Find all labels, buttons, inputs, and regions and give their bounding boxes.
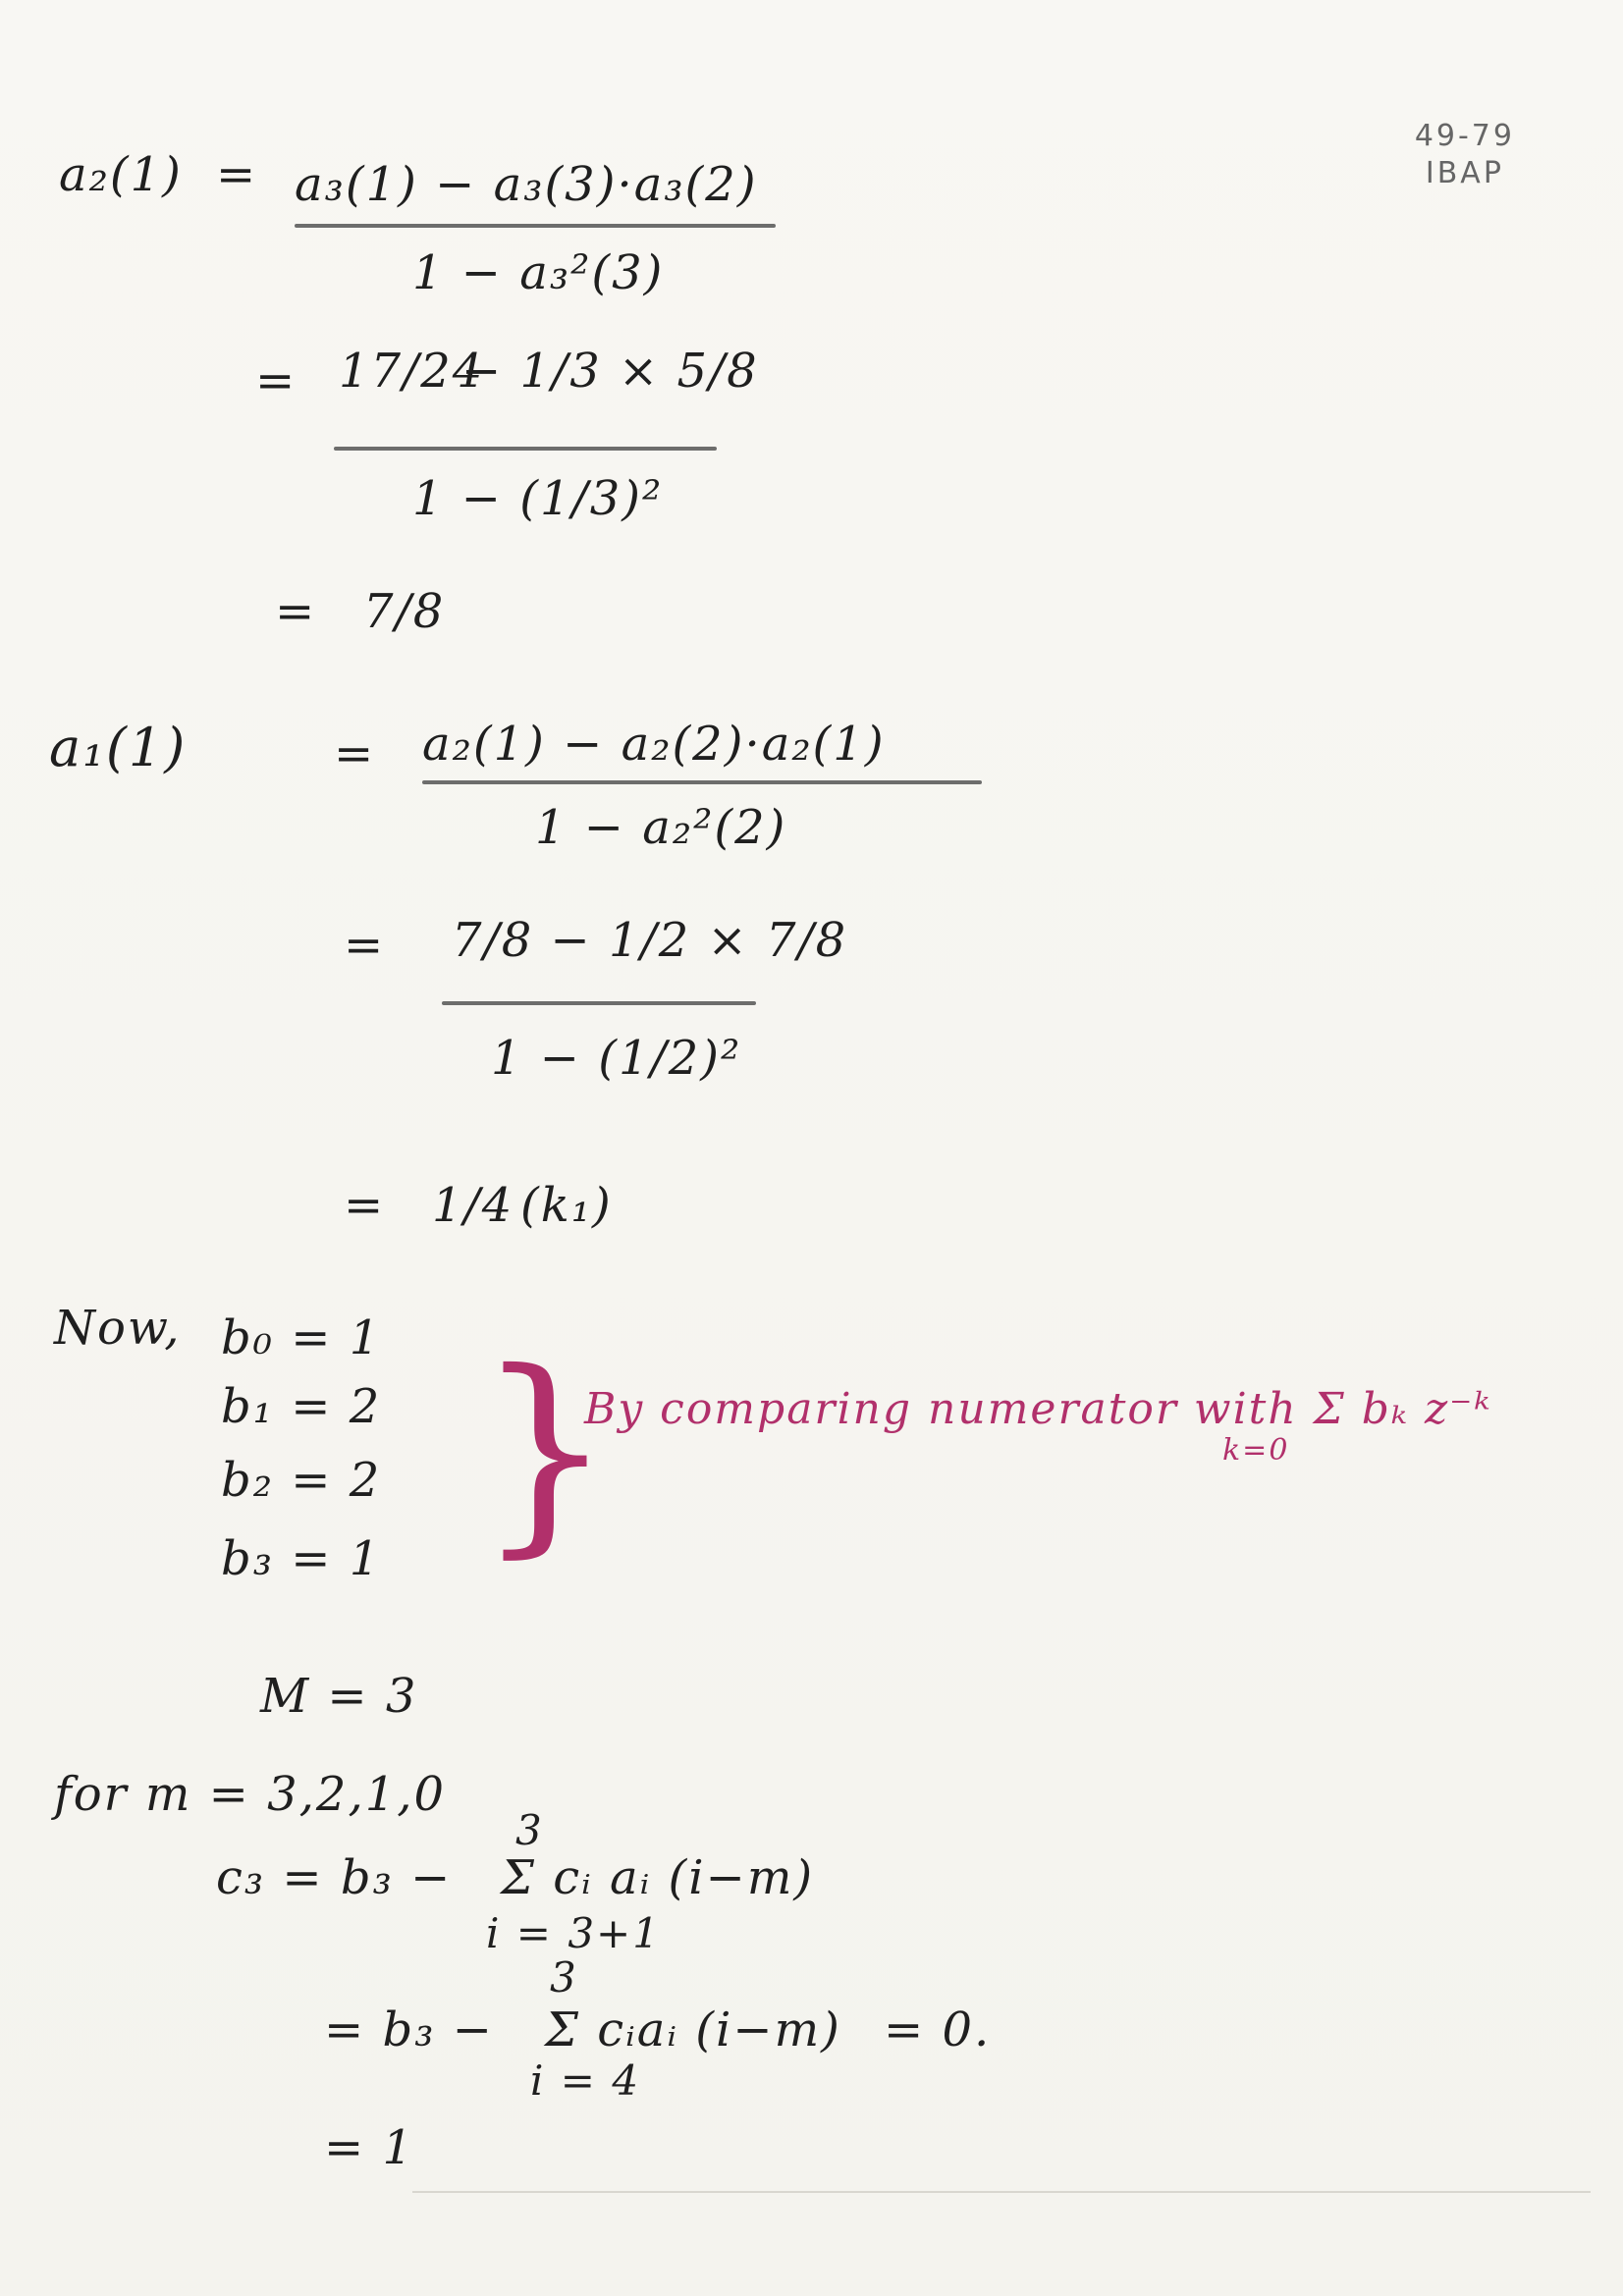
b2-value: b₂ = 2 [221,1453,382,1508]
b2-step3-eq: = [344,1178,386,1233]
b1-lhs: a₂(1) [59,147,183,202]
sum2-expression: Σ cᵢaᵢ (i−m) [545,2002,841,2057]
corner-stamp [1415,118,1515,192]
comparison-note-sub: k=0 [1222,1433,1290,1468]
b2-step3-note: (k₁) [520,1178,613,1233]
sum2-bottom: i = 4 [530,2056,641,2105]
sum2-result: = 0. [884,2002,992,2057]
b1-fraction-bar [295,224,776,228]
b3-value: b₃ = 1 [221,1531,382,1586]
for-loop-label: for m = 3,2,1,0 [54,1767,447,1822]
b1-step2-den: 1 − (1/3)² [412,471,664,526]
corner-stamp-line2: IBAP [1425,156,1504,190]
b2-fraction-bar [422,780,982,784]
b2-step3-value: 1/4 [432,1178,514,1233]
corner-stamp-line1: 49-79 [1414,119,1515,153]
line3-result: = 1 [324,2120,415,2175]
c3-lhs: c₃ = b₃ − [216,1850,453,1905]
b2-step2-num: 7/8 − 1/2 × 7/8 [452,913,848,968]
brace-mark: } [476,1325,616,1576]
page-bottom-rule [412,2191,1591,2193]
b2-eq: = [334,726,376,781]
b1-eq: = [216,147,258,202]
b1-step2-eq: = [255,353,298,408]
b1-value: b₁ = 2 [221,1379,382,1434]
b1-step2-fraction-bar [334,447,717,451]
sum-top: 3 [515,1806,544,1854]
b2-step2-fraction-bar [442,1001,756,1005]
b1-step2-num-a: 17/24 [339,344,485,399]
b1-numerator: a₃(1) − a₃(3)·a₃(2) [295,157,758,212]
b0-value: b₀ = 1 [221,1310,382,1365]
b1-step2-num-b: − 1/3 × 5/8 [461,344,759,399]
line2-lhs: = b₃ − [324,2002,494,2057]
sum-bottom: i = 3+1 [486,1909,661,1957]
now-label: Now, [54,1301,182,1356]
b2-step2-eq: = [344,918,386,973]
comparison-note: By comparing numerator with Σ bₖ z⁻ᵏ [584,1384,1492,1434]
sum2-top: 3 [550,1953,578,2002]
b1-step3-value: 7/8 [363,584,446,639]
M-value: M = 3 [260,1669,418,1724]
b2-denominator: 1 − a₂²(2) [535,800,787,855]
b1-denominator: 1 − a₃²(3) [412,245,665,300]
b2-lhs: a₁(1) [49,717,188,778]
sum-expression: Σ cᵢ aᵢ (i−m) [501,1850,815,1905]
b1-step3-eq: = [275,584,317,639]
b2-numerator: a₂(1) − a₂(2)·a₂(1) [422,717,886,772]
b2-step2-den: 1 − (1/2)² [491,1031,742,1086]
